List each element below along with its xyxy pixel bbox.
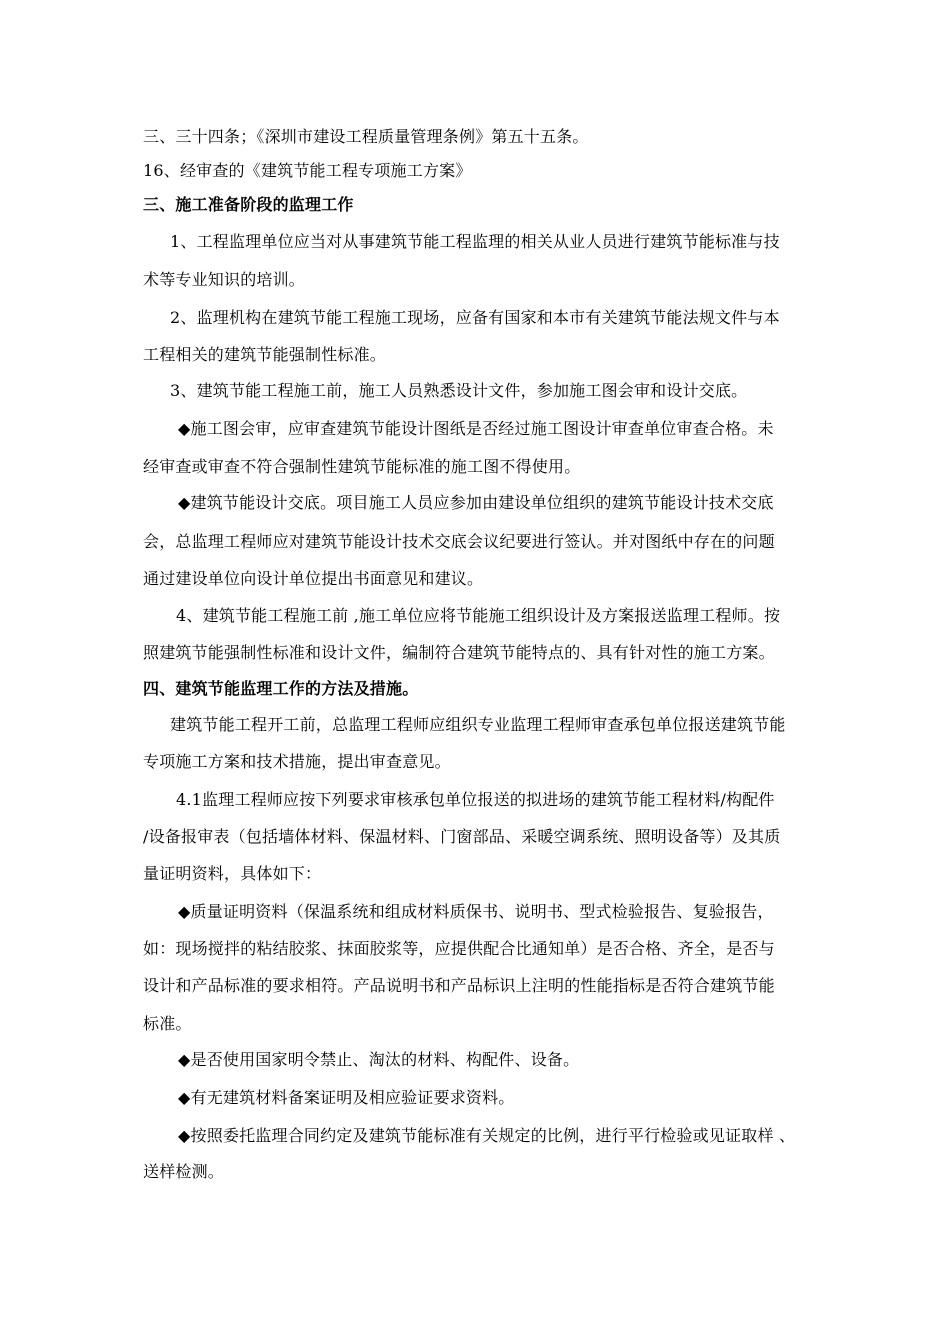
paragraph-line: 4.1监理工程师应按下列要求审核承包单位报送的拟进场的建筑节能工程材料/构配件 <box>176 790 775 809</box>
paragraph-line: 建筑节能工程开工前，总监理工程师应组织专业监理工程师审查承包单位报送建筑节能 <box>170 715 786 734</box>
paragraph-line: 标准。 <box>143 1014 192 1033</box>
section-heading: 三、施工准备阶段的监理工作 <box>143 195 354 214</box>
paragraph-line: 2、监理机构在建筑节能工程施工现场，应备有国家和本市有关建筑节能法规文件与本 <box>170 308 780 327</box>
paragraph-line: 专项施工方案和技术措施，提出审查意见。 <box>143 752 451 771</box>
paragraph-line: 工程相关的建筑节能强制性标准。 <box>143 345 387 364</box>
text-line: 三、三十四条；《深圳市建设工程质量管理条例》第五十五条。 <box>143 127 589 146</box>
paragraph-line: 量证明资料，具体如下： <box>143 864 322 883</box>
paragraph-line: 术等专业知识的培训。 <box>143 270 306 289</box>
bullet-line: ◆按照委托监理合同约定及建筑节能标准有关规定的比例，进行平行检验或见证取样 、 <box>178 1126 796 1145</box>
paragraph-line: 如：现场搅拌的粘结胶浆、抹面胶浆等，应提供配合比通知单）是否合格、齐全，是否与 <box>143 939 775 958</box>
paragraph-line: 设计和产品标准的要求相符。产品说明书和产品标识上注明的性能指标是否符合建筑节能 <box>143 976 775 995</box>
text-line: 16、经审查的《建筑节能工程专项施工方案》 <box>143 161 472 180</box>
paragraph-line: 1、工程监理单位应当对从事建筑节能工程监理的相关从业人员进行建筑节能标准与技 <box>170 232 780 251</box>
paragraph-line: 通过建设单位向设计单位提出书面意见和建议。 <box>143 569 484 588</box>
bullet-line: ◆是否使用国家明令禁止、淘汰的材料、构配件、设备。 <box>178 1050 580 1069</box>
bullet-line: ◆建筑节能设计交底。项目施工人员应参加由建设单位组织的建筑节能设计技术交底 <box>178 493 774 512</box>
paragraph-line: 送样检测。 <box>143 1162 225 1181</box>
paragraph-line: 4、建筑节能工程施工前 ,施工单位应将节能施工组织设计及方案报送监理工程师。按 <box>176 606 781 625</box>
section-heading: 四、建筑节能监理工作的方法及措施。 <box>143 679 419 698</box>
paragraph-line: 3、建筑节能工程施工前，施工人员熟悉设计文件，参加施工图会审和设计交底。 <box>170 381 748 400</box>
paragraph-line: 会，总监理工程师应对建筑节能设计技术交底会议纪要进行签认。并对图纸中存在的问题 <box>143 532 775 551</box>
bullet-line: ◆施工图会审，应审查建筑节能设计图纸是否经过施工图设计审查单位审查合格。未 <box>178 419 774 438</box>
paragraph-line: /设备报审表（包括墙体材料、保温材料、门窗部品、采暖空调系统、照明设备等）及其质 <box>143 827 781 846</box>
bullet-line: ◆质量证明资料（保温系统和组成材料质保书、说明书、型式检验报告、复验报告， <box>178 902 774 921</box>
bullet-line: ◆有无建筑材料备案证明及相应验证要求资料。 <box>178 1088 515 1107</box>
paragraph-line: 经审查或审查不符合强制性建筑节能标准的施工图不得使用。 <box>143 457 581 476</box>
paragraph-line: 照建筑节能强制性标准和设计文件，编制符合建筑节能特点的、具有针对性的施工方案。 <box>143 643 775 662</box>
